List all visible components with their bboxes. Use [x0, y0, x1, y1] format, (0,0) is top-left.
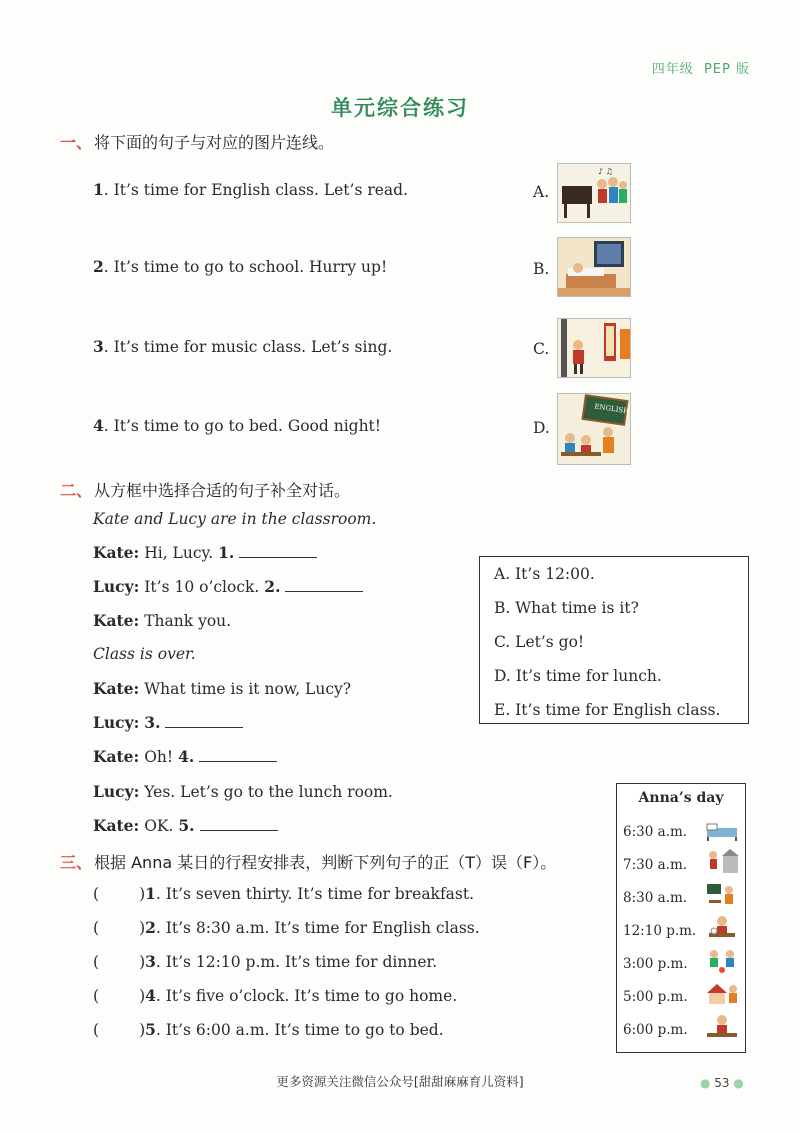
schedule-table	[616, 783, 746, 1053]
section1-sentence-2: 2. It’s time to go to school. Hurry up!	[93, 257, 388, 276]
dialog-line-5: Lucy: 3.	[93, 713, 243, 732]
choice-e: E. It’s time for English class.	[494, 701, 721, 719]
page-dot-left: ●	[700, 1076, 715, 1090]
tf-item-1: ( )1. It’s seven thirty. It’s time for breakfast.	[93, 884, 475, 903]
section1-sentence-4: 4. It’s time to go to bed. Good night!	[93, 416, 382, 435]
home-icon	[705, 981, 739, 1007]
choice-a: A. It’s 12:00.	[494, 565, 595, 583]
blackboard-text: ENGLISH	[593, 402, 630, 416]
grade-label	[652, 58, 750, 77]
schedule-time-2: 7:30 a.m.	[623, 857, 688, 873]
schedule-title: Anna’s day	[638, 790, 724, 806]
section3-number: 三、	[60, 853, 93, 872]
footer-note: 更多资源关注微信公众号[甜甜麻麻育儿资料]	[276, 1074, 524, 1089]
answer-blank-5[interactable]	[200, 816, 278, 831]
schedule-time-1: 6:30 a.m.	[623, 824, 688, 840]
choice-d: D. It’s time for lunch.	[494, 667, 662, 685]
section1-number: 一、	[60, 133, 93, 152]
bedroom-picture	[557, 237, 631, 297]
option-c-label: C.	[533, 340, 550, 358]
page-dot-right: ●	[729, 1076, 744, 1090]
section2-instruction: 从方框中选择合适的句子补全对话。	[94, 481, 351, 500]
music-class-picture	[557, 163, 631, 223]
class-icon	[705, 882, 739, 908]
dialog-line-3: Kate: Thank you.	[93, 611, 232, 630]
dinner-icon	[705, 1014, 739, 1040]
option-d-label: D.	[533, 419, 550, 437]
answer-blank-2[interactable]	[285, 577, 363, 592]
answer-blank-3[interactable]	[165, 713, 243, 728]
schedule-time-7: 6:00 p.m.	[623, 1022, 688, 1038]
section3-instruction: 根据 Anna 某日的行程安排表，判断下列句子的正（T）误（F）。	[94, 853, 557, 872]
schedule-time-5: 3:00 p.m.	[623, 956, 688, 972]
school-gate-picture	[557, 318, 631, 378]
walk-to-school-icon	[705, 849, 739, 875]
grade-text: 四年级	[651, 62, 694, 77]
schedule-time-3: 8:30 a.m.	[623, 890, 688, 906]
lunch-icon	[705, 915, 739, 941]
svg-text:♪ ♫: ♪ ♫	[598, 167, 613, 176]
dialog-line-8: Kate: OK. 5.	[93, 816, 278, 835]
tf-item-3: ( )3. It’s 12:10 p.m. It’s time for dinner.	[93, 952, 438, 971]
choice-c: C. Let’s go!	[494, 633, 585, 651]
answer-blank-4[interactable]	[199, 747, 277, 762]
page-title: 单元综合练习	[331, 96, 469, 120]
page-number: ● 53 ●	[700, 1076, 744, 1090]
schedule-time-6: 5:00 p.m.	[623, 989, 688, 1005]
option-b-label: B.	[533, 260, 550, 278]
choice-b: B. What time is it?	[494, 599, 639, 617]
tf-item-5: ( )5. It’s 6:00 a.m. It’s time to go to bed.	[93, 1020, 444, 1039]
dialog-line-2: Lucy: It’s 10 o’clock. 2.	[93, 577, 363, 596]
section1-instruction: 将下面的句子与对应的图片连线。	[94, 133, 335, 152]
scene-note-2: Class is over.	[93, 645, 196, 663]
section1-sentence-3: 3. It’s time for music class. Let’s sing.	[93, 337, 393, 356]
section1-sentence-1: 1. It’s time for English class. Let’s read.	[93, 180, 409, 199]
dialog-line-1: Kate: Hi, Lucy. 1.	[93, 543, 317, 562]
english-class-picture	[557, 393, 631, 465]
option-a-label: A.	[533, 183, 550, 201]
play-icon	[705, 948, 739, 974]
schedule-time-4: 12:10 p.m.	[623, 923, 697, 939]
dialog-line-6: Kate: Oh! 4.	[93, 747, 277, 766]
tf-item-4: ( )4. It’s five o’clock. It’s time to go home.	[93, 986, 458, 1005]
edition-text: PEP 版	[703, 62, 750, 77]
choice-box	[479, 556, 749, 724]
answer-blank-1[interactable]	[239, 543, 317, 558]
section3-heading	[60, 850, 556, 873]
dialog-line-7: Lucy: Yes. Let’s go to the lunch room.	[93, 782, 393, 801]
scene-note-1: Kate and Lucy are in the classroom.	[93, 510, 377, 528]
dialog-line-4: Kate: What time is it now, Lucy?	[93, 679, 352, 698]
tf-item-2: ( )2. It’s 8:30 a.m. It’s time for English class.	[93, 918, 480, 937]
section2-number: 二、	[60, 481, 93, 500]
bed-icon	[705, 816, 739, 842]
section2-heading	[60, 478, 350, 501]
section1-heading	[60, 130, 334, 153]
